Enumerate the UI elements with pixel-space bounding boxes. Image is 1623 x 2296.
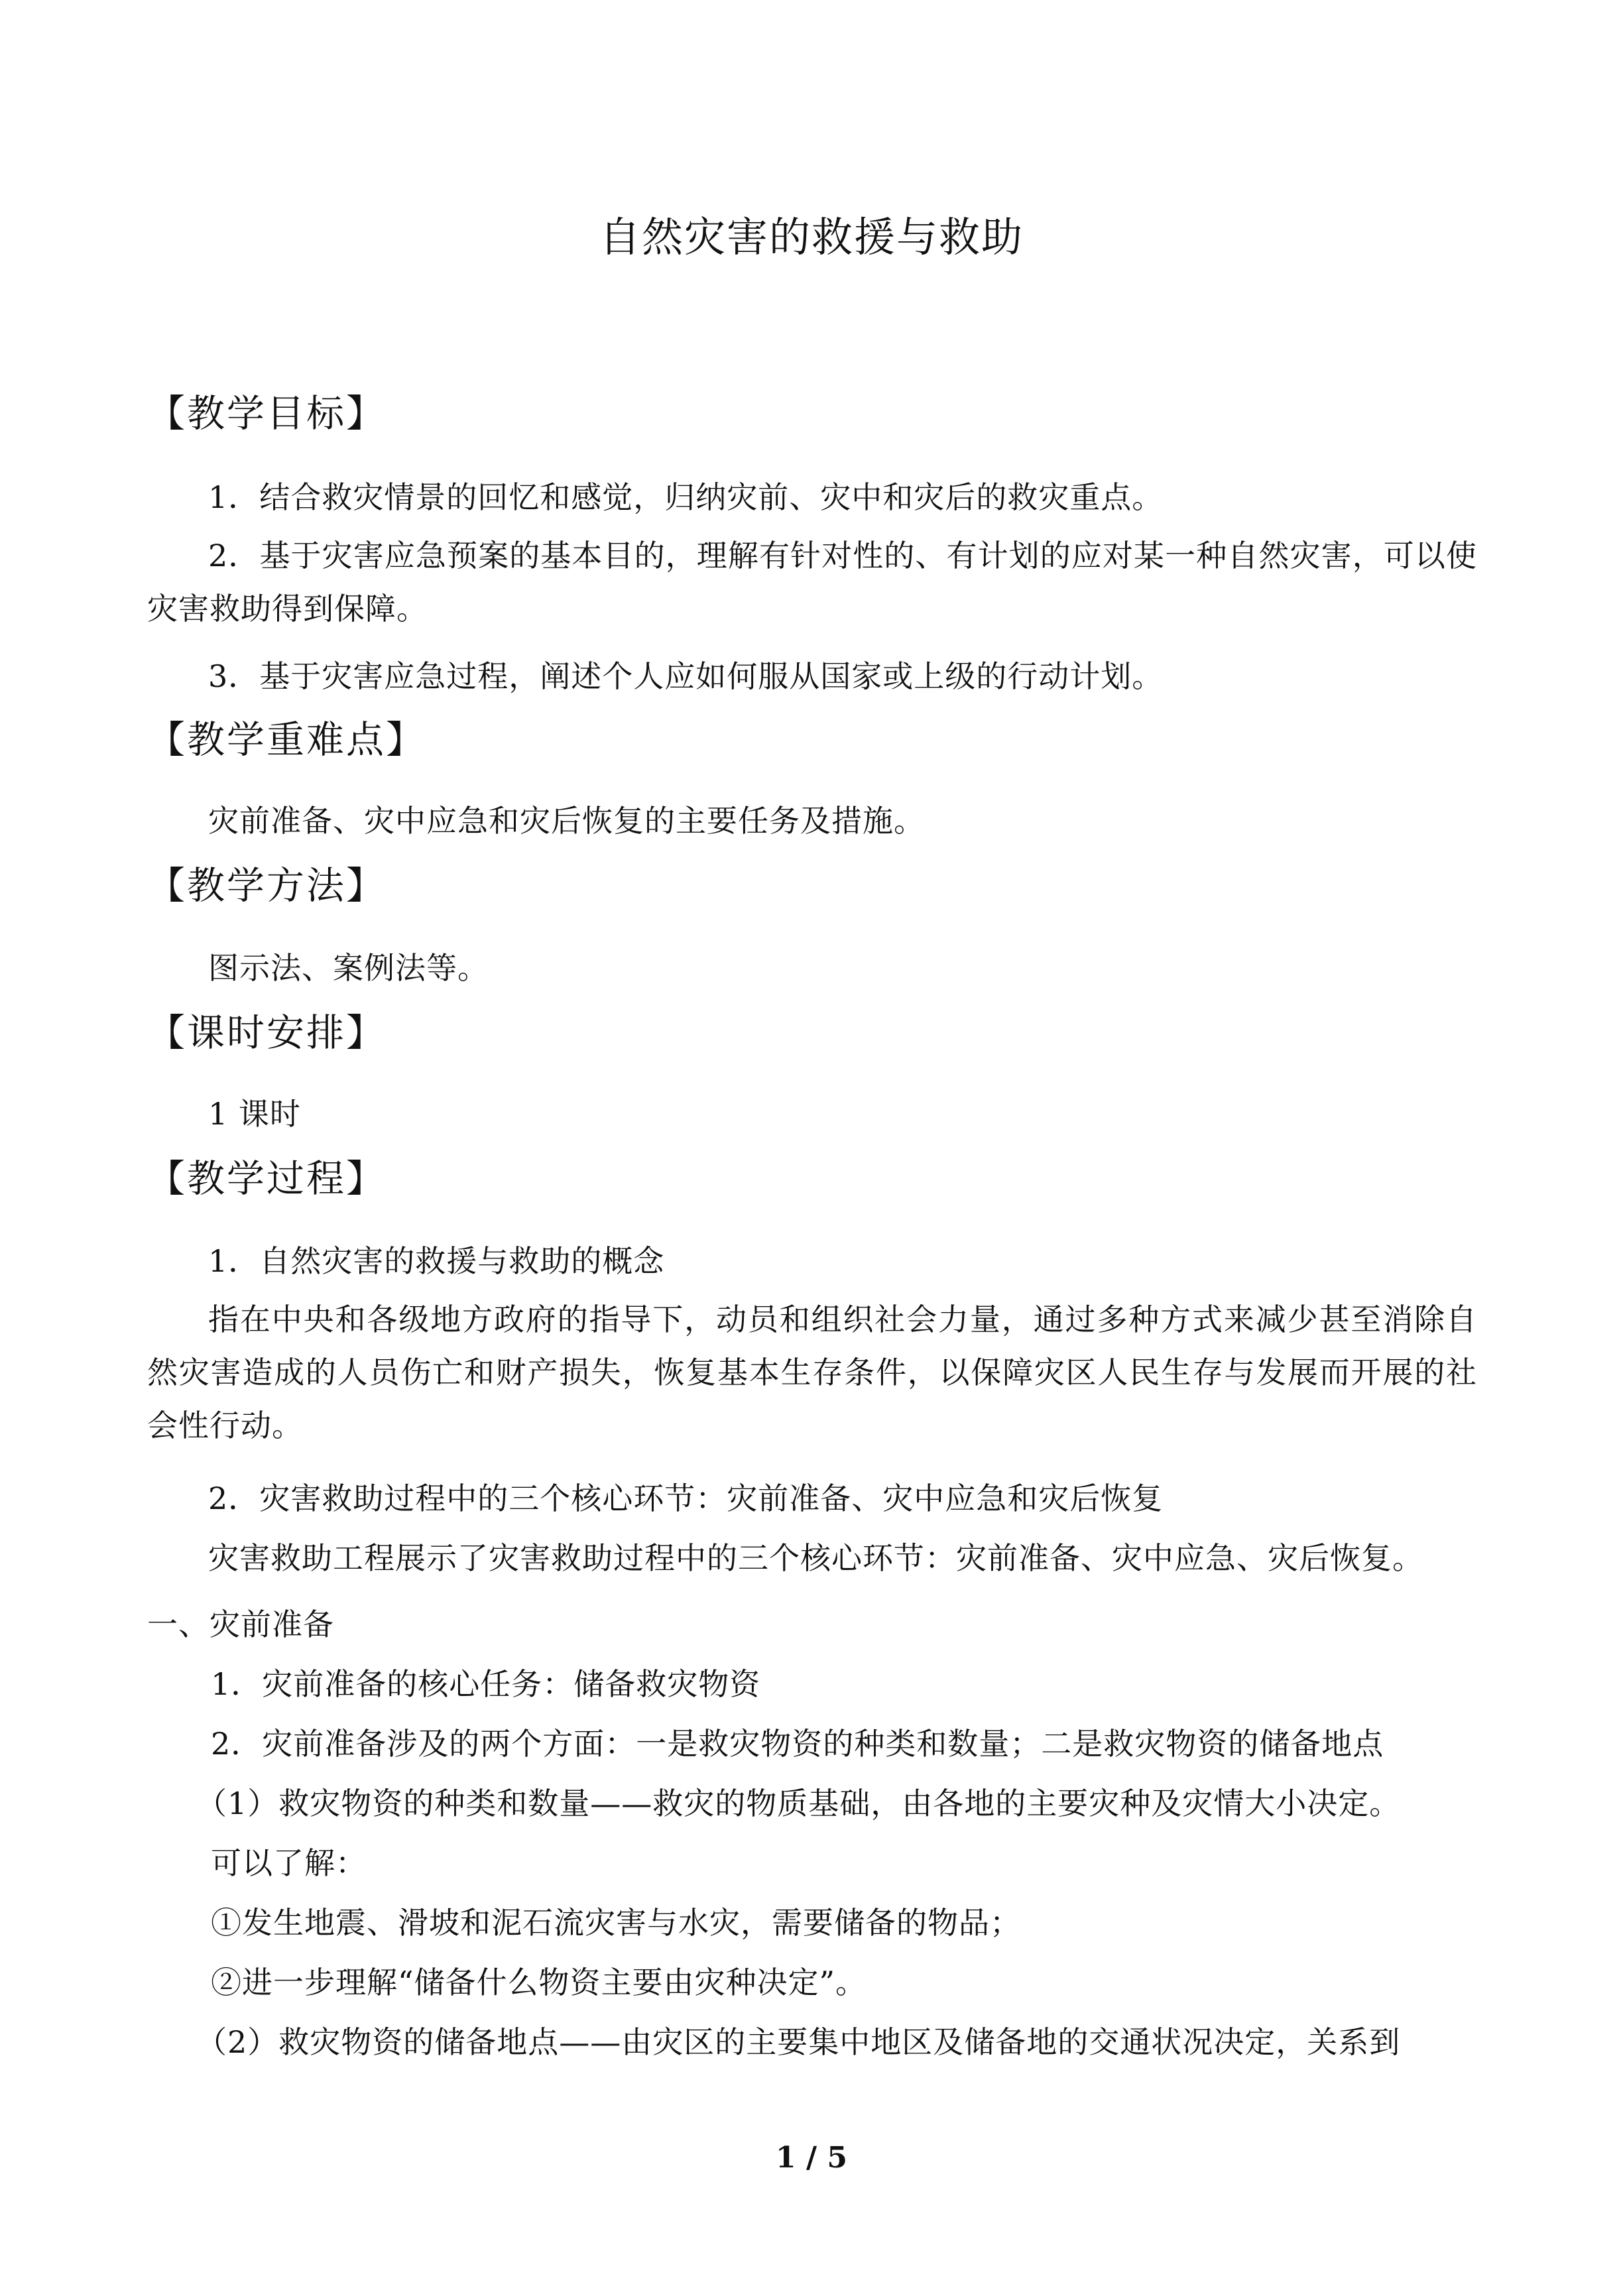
heading-objectives: 【教学目标】 — [147, 392, 386, 436]
heading-key-points: 【教学重难点】 — [147, 718, 426, 762]
section-1-sub-1-b: ②进一步理解“储备什么物资主要由灾种决定”。 — [211, 1964, 867, 2000]
heading-methods: 【教学方法】 — [147, 864, 386, 908]
section-1-sub-1-a: ①发生地震、滑坡和泥石流灾害与水灾，需要储备的物品； — [211, 1905, 1021, 1941]
process-item-2-title: 2．灾害救助过程中的三个核心环节：灾前准备、灾中应急和灾后恢复 — [208, 1480, 1164, 1516]
section-1-sub-1: （1）救灾物资的种类和数量——救灾的物质基础，由各地的主要灾种及灾情大小决定。 — [196, 1785, 1401, 1821]
heading-schedule: 【课时安排】 — [147, 1011, 386, 1055]
methods-text: 图示法、案例法等。 — [208, 950, 489, 986]
heading-process: 【教学过程】 — [147, 1157, 386, 1201]
page-number: 1 / 5 — [776, 2141, 847, 2175]
process-item-2-body: 灾害救助工程展示了灾害救助过程中的三个核心环节：灾前准备、灾中应急、灾后恢复。 — [208, 1540, 1423, 1576]
section-1-item-2: 2．灾前准备涉及的两个方面：一是救灾物资的种类和数量；二是救灾物资的储备地点 — [211, 1726, 1384, 1762]
process-item-1-body: 指在中央和各级地方政府的指导下，动员和组织社会力量，通过多种方式来减少甚至消除自然灾害造成的人员伤亡和财产损失，恢复基本生存条件，以保障灾区人民生存与发展而开展的社会性行动。 — [147, 1301, 1477, 1443]
objective-3: 3．基于灾害应急过程，阐述个人应如何服从国家或上级的行动计划。 — [208, 658, 1164, 694]
key-points-text: 灾前准备、灾中应急和灾后恢复的主要任务及措施。 — [208, 803, 925, 839]
process-item-1-title: 1．自然灾害的救援与救助的概念 — [208, 1243, 665, 1279]
objective-1: 1．结合救灾情景的回忆和感觉，归纳灾前、灾中和灾后的救灾重点。 — [208, 479, 1164, 515]
objective-2: 2．基于灾害应急预案的基本目的，理解有针对性的、有计划的应对某一种自然灾害，可以使灾害救助得到保障。 — [147, 538, 1477, 627]
document-title: 自然灾害的救援与救助 — [599, 213, 1024, 261]
section-1-sub-2: （2）救灾物资的储备地点——由灾区的主要集中地区及储备地的交通状况决定，关系到 — [196, 2024, 1401, 2060]
section-1-item-1: 1．灾前准备的核心任务：储备救灾物资 — [211, 1666, 761, 1702]
section-1-title: 一、灾前准备 — [147, 1606, 334, 1642]
schedule-text: 1 课时 — [208, 1096, 301, 1132]
section-1-sub-1-note: 可以了解： — [211, 1845, 367, 1881]
